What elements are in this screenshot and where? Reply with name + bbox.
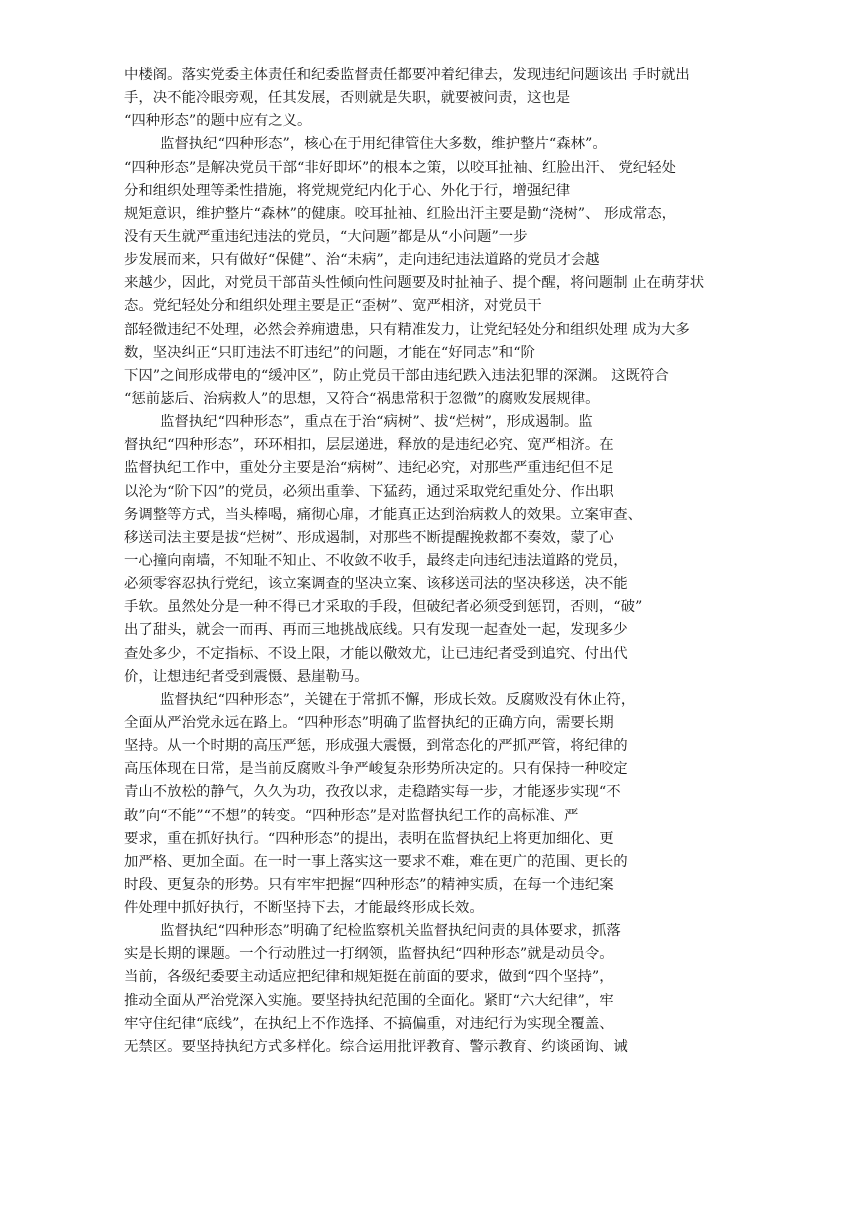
text-line: 态。党纪轻处分和组织处理主要是正“歪树”、宽严相济，对党员干 xyxy=(124,298,542,315)
text-line: 加严格、更加全面。在一时一事上落实这一要求不难，难在更广的范围、更长的 xyxy=(124,853,628,870)
text-line: 督执纪“四种形态”，环环相扣，层层递进，释放的是违纪必究、宽严相济。在 xyxy=(124,437,614,454)
text-line: 步发展而来，只有做好“保健”、治“未病”，走向违纪违法道路的党员才会越 xyxy=(124,252,600,269)
text-line: 敢”向“不能”“不想”的转变。“四种形态”是对监督执纪工作的高标准、严 xyxy=(124,807,579,824)
text-line: 务调整等方式，当头棒喝，痛彻心扉，才能真正达到治病救人的效果。立案审查、 xyxy=(124,506,643,523)
text-line: 推动全面从严治党深入实施。要坚持执纪范围的全面化。紧盯“六大纪律”，牢 xyxy=(124,992,614,1009)
text-line: 价，让想违纪者受到震慑、悬崖勒马。 xyxy=(124,668,369,685)
text-line: 坚持。从一个时期的高压严惩，形成强大震慑，到常态化的严抓严管，将纪律的 xyxy=(124,738,628,755)
text-line: 出了甜头，就会一而再、再而三地挑战底线。只有发现一起查处一起，发现多少 xyxy=(124,622,628,639)
paragraph-first-line: 监督执纪“四种形态”，关键在于常抓不懈，形成长效。反腐败没有休止符， xyxy=(160,691,636,708)
text-line: 手，决不能冷眼旁观，任其发展，否则就是失职，就要被问责，这也是 xyxy=(124,90,571,107)
text-line: 中楼阁。落实党委主体责任和纪委监督责任都要冲着纪律去，发现违纪问题该出 手时就出 xyxy=(124,67,690,83)
text-line: 分和组织处理等柔性措施，将党规党纪内化于心、外化于行，增强纪律 xyxy=(124,182,571,199)
paragraph-first-line: 监督执纪“四种形态”，重点在于治“病树”、拔“烂树”，形成遏制。监 xyxy=(160,414,593,431)
text-line: 来越少，因此，对党员干部苗头性倾向性问题要及时扯袖子、提个醒，将问题制 止在萌芽状 xyxy=(124,275,705,292)
text-line: 无禁区。要坚持执纪方式多样化。综合运用批评教育、警示教育、约谈函询、诫 xyxy=(124,1038,628,1055)
text-line: 规矩意识，维护整片“森林”的健康。咬耳扯袖、红脸出汗主要是勤“浇树”、 形成常态， xyxy=(124,205,677,222)
text-line: 必须零容忍执行党纪，该立案调查的坚决立案、该移送司法的坚决移送，决不能 xyxy=(124,576,628,593)
text-line: 牢守住纪律“底线”，在执纪上不作选择、不搞偏重，对违纪行为实现全覆盖、 xyxy=(124,1015,614,1032)
paragraph-first-line: 监督执纪“四种形态”明确了纪检监察机关监督执纪问责的具体要求，抓落 xyxy=(160,923,621,940)
paragraph-first-line: 监督执纪“四种形态”，核心在于用纪律管住大多数，维护整片“森林”。 xyxy=(160,136,607,153)
text-line: 监督执纪工作中，重处分主要是治“病树”、违纪必究，对那些严重违纪但不足 xyxy=(124,460,614,477)
text-line: 手软。虽然处分是一种不得已才采取的手段，但破纪者必须受到惩罚，否则，“破” xyxy=(124,599,643,616)
text-line: 部轻微违纪不处理，必然会养痈遗患，只有精准发力，让党纪轻处分和组织处理 成为大多 xyxy=(124,321,690,338)
text-line: “四种形态”的题中应有之义。 xyxy=(124,113,312,130)
text-line: 数，坚决纠正“只盯违法不盯违纪”的问题，才能在“好同志”和“阶 xyxy=(124,344,535,361)
text-line: 移送司法主要是拔“烂树”、形成遏制，对那些不断提醒挽救都不奏效，蒙了心 xyxy=(124,529,614,546)
text-line: 以沦为“阶下囚”的党员，必须出重拳、下猛药，通过采取党纪重处分、作出职 xyxy=(124,483,614,500)
text-line: 一心撞向南墙，不知耻不知止、不收敛不收手，最终走向违纪违法道路的党员， xyxy=(124,552,628,569)
text-line: 当前，各级纪委要主动适应把纪律和规矩挺在前面的要求，做到“四个坚持”， xyxy=(124,969,614,986)
text-line: 要求，重在抓好执行。“四种形态”的提出，表明在监督执纪上将更加细化、更 xyxy=(124,830,614,847)
text-line: 没有天生就严重违纪违法的党员，“大问题”都是从“小问题”一步 xyxy=(124,228,528,245)
document-body xyxy=(124,64,764,1059)
text-line: 件处理中抓好执行，不断坚持下去，才能最终形成长效。 xyxy=(124,900,484,917)
text-line: 时段、更复杂的形势。只有牢牢把握“四种形态”的精神实质，在每一个违纪案 xyxy=(124,876,614,893)
text-line: 查处多少，不定指标、不设上限，才能以儆效尤，让已违纪者受到追究、付出代 xyxy=(124,645,628,662)
text-line: “惩前毖后、治病救人”的思想，又符合“祸患常积于忽微”的腐败发展规律。 xyxy=(124,390,600,407)
text-line: 青山不放松的静气，久久为功，孜孜以求，走稳踏实每一步，才能逐步实现“不 xyxy=(124,784,621,801)
text-line: 实是长期的课题。一个行动胜过一打纲领，监督执纪“四种形态”就是动员令。 xyxy=(124,946,614,963)
text-line: 全面从严治党永远在路上。“四种形态”明确了监督执纪的正确方向，需要长期 xyxy=(124,714,614,731)
text-line: 高压体现在日常，是当前反腐败斗争严峻复杂形势所决定的。只有保持一种咬定 xyxy=(124,761,628,778)
text-line: 下囚”之间形成带电的“缓冲区”，防止党员干部由违纪跌入违法犯罪的深渊。 这既符合 xyxy=(124,367,669,384)
text-line: “四种形态”是解决党员干部“非好即坏”的根本之策，以咬耳扯袖、红脸出汗、 党纪轻处 xyxy=(124,159,677,176)
